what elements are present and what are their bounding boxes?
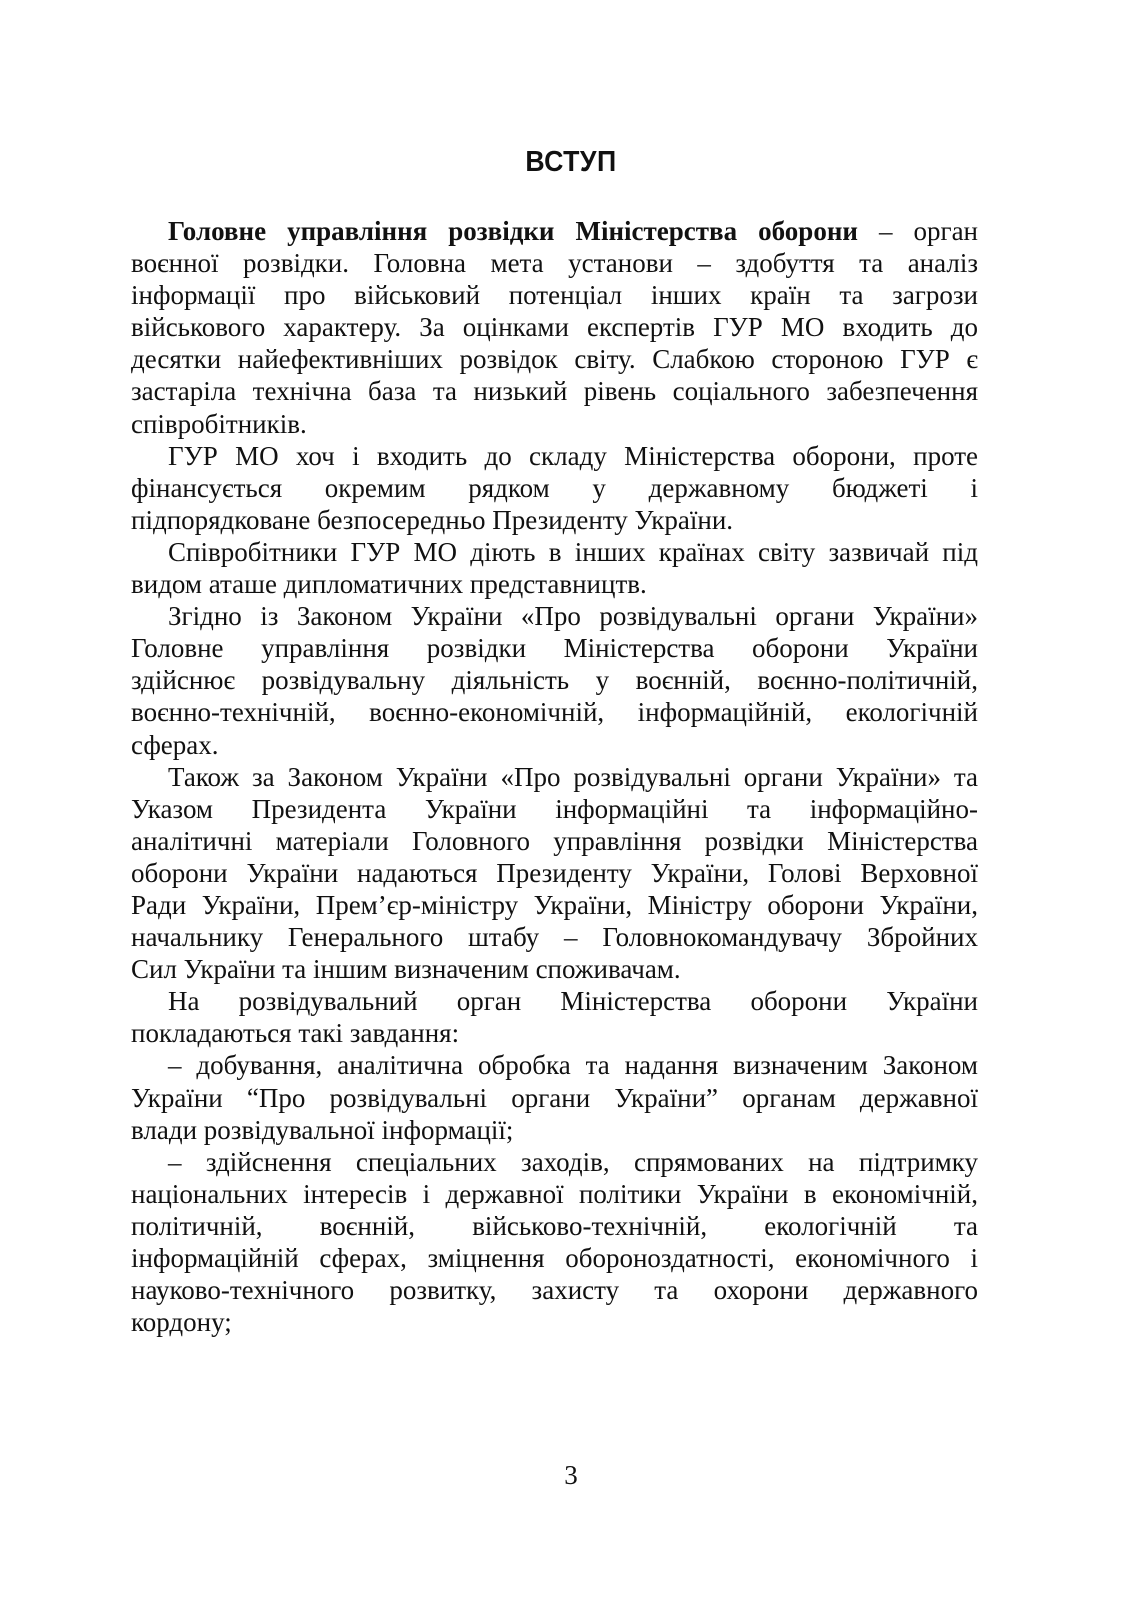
paragraph	[131, 536, 978, 600]
bold-lead: Головне управління розвідки Міністерства оборони	[168, 216, 858, 246]
text-line: десятки найефективніших розвідок світу. Слабкою стороною ГУР є	[131, 344, 978, 375]
text-span: – орган	[857, 216, 978, 246]
text-line: влади розвідувальної інформації;	[131, 1114, 514, 1145]
text-line: військового характеру. За оцінками експертів ГУР МО входить до	[131, 312, 978, 343]
paragraph	[131, 985, 978, 1049]
text-line: науково-технічного розвитку, захисту та охорони державного	[131, 1275, 978, 1306]
text-line: аналітичні матеріали Головного управління розвідки Міністерства	[131, 825, 978, 856]
text-line: застаріла технічна база та низький рівень соціального забезпечення	[131, 376, 978, 407]
text-line: воєнно-технічній, воєнно-економічній, інформаційній, екологічній	[131, 697, 978, 728]
text-line: інформації про військовий потенціал інших країн та загрози	[131, 280, 978, 311]
text-line: України “Про розвідувальні органи України” органам державної	[131, 1082, 978, 1113]
text-line: національних інтересів і державної політики України в економічній,	[131, 1178, 978, 1209]
text-line: Ради України, Прем’єр-міністру України, Міністру оборони України,	[131, 889, 978, 920]
text-line: ГУР МО хоч і входить до складу Міністерства оборони, проте	[168, 440, 978, 471]
text-line: Згідно із Законом України «Про розвідувальні органи України»	[168, 601, 978, 632]
text-line: Сил України та іншим визначеним споживачам.	[131, 954, 681, 985]
text-line: кордону;	[131, 1307, 232, 1338]
text-line: покладаються такі завдання:	[131, 1018, 460, 1049]
body-text	[131, 215, 978, 1338]
page-number: 3	[564, 1460, 578, 1490]
text-line: начальнику Генерального штабу – Головнокомандувачу Збройних	[131, 922, 978, 953]
text-line: – добування, аналітична обробка та надання визначеним Законом	[168, 1050, 978, 1081]
list-item	[131, 1146, 978, 1339]
paragraph	[131, 440, 978, 536]
text-line: фінансується окремим рядком у державному бюджеті і	[131, 472, 978, 503]
list-item	[131, 1049, 978, 1145]
paragraph	[131, 600, 978, 760]
text-line: – здійснення спеціальних заходів, спрямованих на підтримку	[168, 1146, 978, 1177]
text-line: сферах.	[131, 729, 219, 760]
text-line: Також за Законом України «Про розвідувальні органи України» та	[168, 761, 978, 792]
text-line: інформаційній сферах, зміцнення обороноздатності, економічного і	[131, 1243, 978, 1273]
text-line: політичній, воєнній, військово-технічній, екологічній та	[131, 1210, 978, 1241]
text-line: Співробітники ГУР МО діють в інших країнах світу зазвичай під	[168, 536, 978, 567]
text-line: видом аташе дипломатичних представництв.	[131, 569, 647, 600]
text-line	[131, 215, 978, 247]
text-line: співробітників.	[131, 408, 307, 439]
page-title: ВСТУП	[525, 146, 617, 178]
paragraph	[131, 215, 978, 440]
text-line: воєнної розвідки. Головна мета установи – здобуття та аналіз	[131, 248, 978, 279]
text-line: Указом Президента України інформаційні та інформаційно-	[131, 793, 978, 824]
paragraph	[131, 761, 978, 986]
text-line: Головне управління розвідки Міністерства оборони України	[131, 633, 978, 664]
text-line: здійснює розвідувальну діяльність у воєнній, воєнно-політичній,	[131, 665, 978, 696]
text-line: оборони України надаються Президенту України, Голові Верховної	[131, 857, 978, 888]
text-line: На розвідувальний орган Міністерства оборони України	[168, 986, 978, 1017]
text-line: підпорядковане безпосередньо Президенту України.	[131, 504, 734, 535]
